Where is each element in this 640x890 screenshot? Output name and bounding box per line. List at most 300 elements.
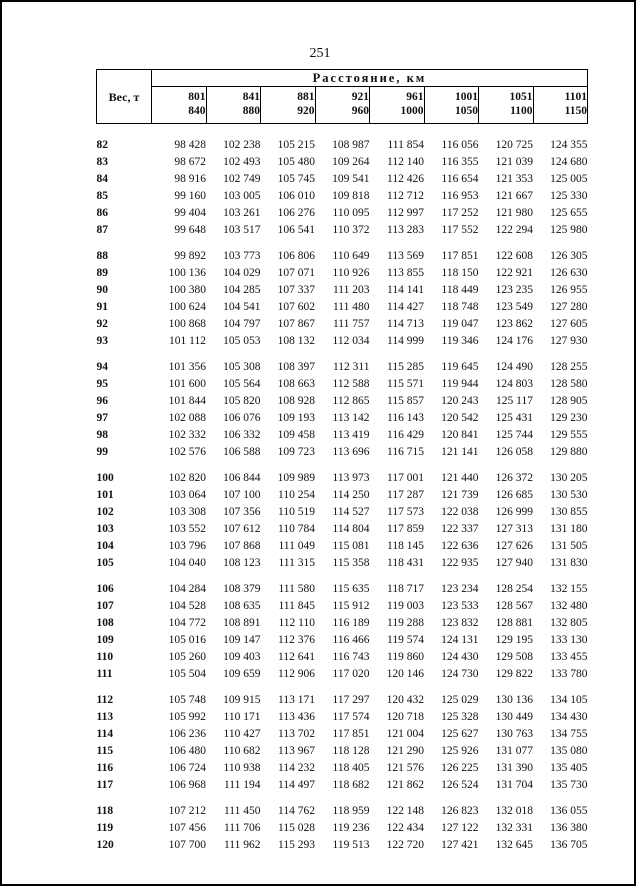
value-cell: 98 916 xyxy=(174,172,206,185)
table-row xyxy=(97,725,588,742)
value-cell: 116 189 xyxy=(332,616,370,629)
range-header-921-960 xyxy=(315,87,370,124)
range-header-801-840 xyxy=(152,87,207,124)
value-cell: 99 404 xyxy=(174,206,206,219)
value-cell: 131 704 xyxy=(495,778,533,791)
value-cell: 116 355 xyxy=(441,155,479,168)
spacer-row xyxy=(97,124,588,137)
value-cell: 124 131 xyxy=(441,633,479,646)
range-from: 881 xyxy=(297,91,315,103)
value-cell: 107 700 xyxy=(168,838,206,851)
weight-cell: 119 xyxy=(96,821,114,834)
value-cell: 132 645 xyxy=(495,838,533,851)
value-cell: 106 332 xyxy=(223,428,261,441)
table-row xyxy=(97,486,588,503)
value-cell: 119 003 xyxy=(387,599,424,612)
value-cell: 133 130 xyxy=(550,633,588,646)
value-cell: 120 146 xyxy=(386,667,424,680)
value-cell: 125 655 xyxy=(550,206,588,219)
value-cell: 119 860 xyxy=(387,650,424,663)
value-cell: 115 081 xyxy=(332,539,370,552)
value-cell: 100 868 xyxy=(168,317,206,330)
value-cell: 112 034 xyxy=(332,334,370,347)
value-cell: 126 630 xyxy=(550,266,588,279)
weight-header: Вес, т xyxy=(97,70,152,124)
range-to: 1000 xyxy=(400,105,424,117)
value-cell: 111 480 xyxy=(332,300,370,313)
value-cell: 105 820 xyxy=(223,394,261,407)
value-cell: 105 053 xyxy=(223,334,261,347)
value-cell: 105 016 xyxy=(168,633,206,646)
value-cell: 103 064 xyxy=(168,488,206,501)
value-cell: 112 376 xyxy=(278,633,315,646)
value-cell: 116 429 xyxy=(387,428,424,441)
value-cell: 106 276 xyxy=(277,206,315,219)
value-cell: 99 160 xyxy=(174,189,206,202)
table-row xyxy=(97,537,588,554)
value-cell: 106 806 xyxy=(277,249,315,262)
value-cell: 106 076 xyxy=(223,411,261,424)
value-cell: 110 784 xyxy=(278,522,315,535)
table-row xyxy=(97,281,588,298)
value-cell: 126 955 xyxy=(550,283,588,296)
range-to: 920 xyxy=(297,105,315,117)
value-cell: 113 702 xyxy=(278,727,315,740)
value-cell: 111 194 xyxy=(223,778,261,791)
table-row xyxy=(97,170,588,187)
value-cell: 113 419 xyxy=(332,428,370,441)
value-cell: 118 431 xyxy=(387,556,424,569)
value-cell: 108 123 xyxy=(223,556,261,569)
value-cell: 122 921 xyxy=(495,266,533,279)
weight-cell: 107 xyxy=(96,599,114,612)
value-cell: 132 155 xyxy=(550,582,588,595)
value-cell: 120 718 xyxy=(386,710,424,723)
value-cell: 112 140 xyxy=(387,155,424,168)
weight-cell: 94 xyxy=(96,360,108,373)
value-cell: 110 095 xyxy=(332,206,370,219)
weight-cell: 93 xyxy=(96,334,108,347)
value-cell: 107 602 xyxy=(277,300,315,313)
value-cell: 118 959 xyxy=(332,804,370,817)
weight-cell: 97 xyxy=(96,411,108,424)
weight-cell: 110 xyxy=(96,650,114,663)
value-cell: 105 992 xyxy=(168,710,206,723)
value-cell: 132 331 xyxy=(495,821,533,834)
value-cell: 114 427 xyxy=(387,300,424,313)
value-cell: 129 822 xyxy=(495,667,533,680)
value-cell: 121 980 xyxy=(495,206,533,219)
value-cell: 104 040 xyxy=(168,556,206,569)
page-number: 251 xyxy=(309,46,331,61)
value-cell: 131 180 xyxy=(550,522,588,535)
value-cell: 130 136 xyxy=(495,693,533,706)
value-cell: 108 987 xyxy=(332,138,370,151)
value-cell: 127 280 xyxy=(550,300,588,313)
value-cell: 107 212 xyxy=(168,804,206,817)
value-cell: 106 968 xyxy=(168,778,206,791)
value-cell: 117 573 xyxy=(387,505,424,518)
value-cell: 123 533 xyxy=(441,599,479,612)
value-cell: 110 649 xyxy=(332,249,370,262)
value-cell: 107 071 xyxy=(277,266,315,279)
value-cell: 107 337 xyxy=(277,283,315,296)
value-cell: 122 935 xyxy=(441,556,479,569)
value-cell: 103 517 xyxy=(223,223,261,236)
value-cell: 121 440 xyxy=(441,471,479,484)
weight-cell: 99 xyxy=(96,445,108,458)
value-cell: 101 600 xyxy=(168,377,206,390)
table-row xyxy=(97,503,588,520)
table-row xyxy=(97,469,588,486)
group-gap xyxy=(97,460,588,469)
value-cell: 103 308 xyxy=(168,505,206,518)
value-cell: 124 176 xyxy=(495,334,533,347)
value-cell: 120 432 xyxy=(386,693,424,706)
value-cell: 117 001 xyxy=(387,471,424,484)
value-cell: 108 635 xyxy=(223,599,261,612)
value-cell: 104 528 xyxy=(168,599,206,612)
value-cell: 105 504 xyxy=(168,667,206,680)
table-row xyxy=(97,264,588,281)
value-cell: 107 612 xyxy=(223,522,261,535)
weight-cell: 118 xyxy=(96,804,114,817)
value-cell: 115 285 xyxy=(387,360,424,373)
value-cell: 128 881 xyxy=(495,616,533,629)
value-cell: 132 805 xyxy=(550,616,588,629)
value-cell: 116 715 xyxy=(387,445,424,458)
value-cell: 129 230 xyxy=(550,411,588,424)
range-header-881-920 xyxy=(261,87,316,124)
value-cell: 135 080 xyxy=(550,744,588,757)
value-cell: 99 648 xyxy=(174,223,206,236)
value-cell: 121 739 xyxy=(441,488,479,501)
value-cell: 108 397 xyxy=(277,360,315,373)
value-cell: 134 105 xyxy=(550,693,588,706)
value-cell: 110 171 xyxy=(223,710,261,723)
value-cell: 128 254 xyxy=(495,582,533,595)
value-cell: 106 724 xyxy=(168,761,206,774)
table-row xyxy=(97,665,588,682)
value-cell: 103 005 xyxy=(223,189,261,202)
value-cell: 118 717 xyxy=(387,582,424,595)
value-cell: 109 723 xyxy=(277,445,315,458)
value-cell: 109 989 xyxy=(277,471,315,484)
value-cell: 106 480 xyxy=(168,744,206,757)
value-cell: 122 636 xyxy=(441,539,479,552)
table-row xyxy=(97,776,588,793)
table-row xyxy=(97,802,588,819)
group-gap xyxy=(97,238,588,247)
range-to: 1150 xyxy=(564,105,587,117)
weight-cell: 95 xyxy=(96,377,108,390)
value-cell: 113 171 xyxy=(278,693,315,706)
table-row xyxy=(97,136,588,153)
value-cell: 104 772 xyxy=(168,616,206,629)
value-cell: 118 128 xyxy=(332,744,370,757)
value-cell: 121 862 xyxy=(386,778,424,791)
value-cell: 117 851 xyxy=(332,727,370,740)
value-cell: 111 757 xyxy=(332,317,370,330)
value-cell: 113 967 xyxy=(278,744,315,757)
weight-cell: 104 xyxy=(96,539,114,552)
table-row xyxy=(97,691,588,708)
value-cell: 127 122 xyxy=(441,821,479,834)
value-cell: 106 588 xyxy=(223,445,261,458)
value-cell: 100 136 xyxy=(168,266,206,279)
value-cell: 105 215 xyxy=(277,138,315,151)
value-cell: 110 254 xyxy=(278,488,315,501)
value-cell: 119 047 xyxy=(441,317,479,330)
value-cell: 117 552 xyxy=(441,223,479,236)
value-cell: 103 261 xyxy=(223,206,261,219)
value-cell: 131 830 xyxy=(550,556,588,569)
value-cell: 129 195 xyxy=(495,633,533,646)
value-cell: 110 519 xyxy=(278,505,315,518)
value-cell: 134 755 xyxy=(550,727,588,740)
value-cell: 109 193 xyxy=(277,411,315,424)
value-cell: 107 456 xyxy=(168,821,206,834)
value-cell: 136 055 xyxy=(550,804,588,817)
weight-cell: 100 xyxy=(96,471,114,484)
value-cell: 102 238 xyxy=(223,138,261,151)
value-cell: 122 608 xyxy=(495,249,533,262)
value-cell: 110 926 xyxy=(332,266,370,279)
value-cell: 123 234 xyxy=(441,582,479,595)
value-cell: 109 403 xyxy=(223,650,261,663)
value-cell: 126 225 xyxy=(441,761,479,774)
table-row xyxy=(97,614,588,631)
value-cell: 109 264 xyxy=(332,155,370,168)
table-body xyxy=(97,124,588,854)
value-cell: 121 576 xyxy=(386,761,424,774)
value-cell: 106 236 xyxy=(168,727,206,740)
value-cell: 116 953 xyxy=(441,189,479,202)
value-cell: 101 112 xyxy=(169,334,206,347)
weight-cell: 117 xyxy=(96,778,114,791)
weight-cell: 114 xyxy=(96,727,114,740)
value-cell: 102 332 xyxy=(168,428,206,441)
value-cell: 121 290 xyxy=(386,744,424,757)
table-row xyxy=(97,443,588,460)
value-cell: 101 356 xyxy=(168,360,206,373)
value-cell: 108 928 xyxy=(277,394,315,407)
value-cell: 120 725 xyxy=(495,138,533,151)
value-cell: 117 851 xyxy=(441,249,479,262)
value-cell: 115 912 xyxy=(332,599,370,612)
value-cell: 120 542 xyxy=(441,411,479,424)
weight-cell: 113 xyxy=(96,710,114,723)
value-cell: 129 880 xyxy=(550,445,588,458)
weight-cell: 96 xyxy=(96,394,108,407)
value-cell: 116 143 xyxy=(387,411,424,424)
value-cell: 115 028 xyxy=(278,821,315,834)
range-header-1101-1150 xyxy=(533,87,588,124)
table-row xyxy=(97,580,588,597)
range-header-row xyxy=(97,87,588,124)
value-cell: 107 867 xyxy=(277,317,315,330)
weight-cell: 105 xyxy=(96,556,114,569)
value-cell: 128 567 xyxy=(495,599,533,612)
value-cell: 123 832 xyxy=(441,616,479,629)
value-cell: 119 944 xyxy=(441,377,479,390)
table-row xyxy=(97,742,588,759)
value-cell: 109 915 xyxy=(223,693,261,706)
value-cell: 121 039 xyxy=(495,155,533,168)
range-header-961-1000 xyxy=(370,87,425,124)
value-cell: 127 940 xyxy=(495,556,533,569)
distance-header: Расстояние, км xyxy=(152,70,588,87)
value-cell: 131 390 xyxy=(495,761,533,774)
value-cell: 112 588 xyxy=(332,377,370,390)
value-cell: 99 892 xyxy=(174,249,206,262)
value-cell: 104 284 xyxy=(168,582,206,595)
weight-cell: 102 xyxy=(96,505,114,518)
table-row xyxy=(97,554,588,571)
value-cell: 112 712 xyxy=(387,189,424,202)
value-cell: 118 145 xyxy=(387,539,424,552)
value-cell: 117 297 xyxy=(332,693,370,706)
value-cell: 119 346 xyxy=(441,334,479,347)
range-from: 1051 xyxy=(509,91,533,103)
value-cell: 125 926 xyxy=(441,744,479,757)
value-cell: 108 663 xyxy=(277,377,315,390)
value-cell: 125 330 xyxy=(550,189,588,202)
value-cell: 112 997 xyxy=(387,206,424,219)
range-to: 880 xyxy=(242,105,260,117)
value-cell: 132 480 xyxy=(550,599,588,612)
value-cell: 105 748 xyxy=(168,693,206,706)
value-cell: 115 635 xyxy=(332,582,370,595)
value-cell: 128 255 xyxy=(550,360,588,373)
value-cell: 129 508 xyxy=(495,650,533,663)
value-cell: 118 682 xyxy=(332,778,370,791)
value-cell: 102 820 xyxy=(168,471,206,484)
value-cell: 111 203 xyxy=(332,283,370,296)
value-cell: 121 667 xyxy=(495,189,533,202)
value-cell: 109 541 xyxy=(332,172,370,185)
weight-cell: 82 xyxy=(96,138,108,151)
value-cell: 114 141 xyxy=(387,283,424,296)
value-cell: 127 421 xyxy=(441,838,479,851)
value-cell: 116 743 xyxy=(332,650,370,663)
weight-cell: 108 xyxy=(96,616,114,629)
weight-cell: 86 xyxy=(96,206,108,219)
value-cell: 106 010 xyxy=(277,189,315,202)
weight-cell: 91 xyxy=(96,300,108,313)
value-cell: 115 857 xyxy=(387,394,424,407)
value-cell: 133 780 xyxy=(550,667,588,680)
weight-cell: 88 xyxy=(96,249,108,262)
value-cell: 111 315 xyxy=(278,556,315,569)
value-cell: 112 110 xyxy=(278,616,315,629)
value-cell: 125 005 xyxy=(550,172,588,185)
value-cell: 119 574 xyxy=(387,633,424,646)
weight-cell: 83 xyxy=(96,155,108,168)
value-cell: 109 458 xyxy=(277,428,315,441)
range-to: 840 xyxy=(188,105,206,117)
group-gap xyxy=(97,571,588,580)
value-cell: 100 380 xyxy=(168,283,206,296)
value-cell: 121 353 xyxy=(495,172,533,185)
value-cell: 116 654 xyxy=(441,172,479,185)
weight-cell: 116 xyxy=(96,761,114,774)
value-cell: 126 372 xyxy=(495,471,533,484)
value-cell: 100 624 xyxy=(168,300,206,313)
weight-cell: 98 xyxy=(96,428,108,441)
weight-cell: 120 xyxy=(96,838,114,851)
value-cell: 125 980 xyxy=(550,223,588,236)
value-cell: 110 372 xyxy=(332,223,370,236)
value-cell: 105 480 xyxy=(277,155,315,168)
value-cell: 124 490 xyxy=(495,360,533,373)
rate-table xyxy=(96,69,588,853)
value-cell: 110 682 xyxy=(223,744,261,757)
value-cell: 107 356 xyxy=(223,505,261,518)
value-cell: 114 713 xyxy=(387,317,424,330)
value-cell: 112 865 xyxy=(332,394,370,407)
value-cell: 103 552 xyxy=(168,522,206,535)
value-cell: 106 541 xyxy=(277,223,315,236)
range-from: 921 xyxy=(351,91,369,103)
table-row xyxy=(97,648,588,665)
table-row xyxy=(97,247,588,264)
value-cell: 131 077 xyxy=(495,744,533,757)
value-cell: 102 088 xyxy=(168,411,206,424)
value-cell: 114 250 xyxy=(332,488,370,501)
value-cell: 102 493 xyxy=(223,155,261,168)
table-row xyxy=(97,426,588,443)
value-cell: 129 555 xyxy=(550,428,588,441)
value-cell: 111 580 xyxy=(278,582,315,595)
range-from: 961 xyxy=(406,91,424,103)
value-cell: 126 685 xyxy=(495,488,533,501)
table-row xyxy=(97,631,588,648)
weight-cell: 92 xyxy=(96,317,108,330)
value-cell: 120 243 xyxy=(441,394,479,407)
value-cell: 122 720 xyxy=(386,838,424,851)
table-row xyxy=(97,708,588,725)
value-cell: 125 328 xyxy=(441,710,479,723)
value-cell: 114 762 xyxy=(278,804,315,817)
value-cell: 111 450 xyxy=(223,804,261,817)
value-cell: 107 868 xyxy=(223,539,261,552)
value-cell: 101 844 xyxy=(168,394,206,407)
value-cell: 118 748 xyxy=(441,300,479,313)
value-cell: 118 449 xyxy=(441,283,479,296)
value-cell: 104 541 xyxy=(223,300,261,313)
weight-cell: 112 xyxy=(96,693,114,706)
value-cell: 115 358 xyxy=(332,556,370,569)
value-cell: 124 680 xyxy=(550,155,588,168)
value-cell: 116 056 xyxy=(441,138,479,151)
value-cell: 118 150 xyxy=(441,266,479,279)
value-cell: 130 855 xyxy=(550,505,588,518)
value-cell: 113 569 xyxy=(387,249,424,262)
weight-cell: 101 xyxy=(96,488,114,501)
value-cell: 115 571 xyxy=(387,377,424,390)
value-cell: 105 745 xyxy=(277,172,315,185)
value-cell: 132 018 xyxy=(495,804,533,817)
range-from: 801 xyxy=(188,91,206,103)
weight-cell: 89 xyxy=(96,266,108,279)
value-cell: 122 148 xyxy=(386,804,424,817)
value-cell: 108 379 xyxy=(223,582,261,595)
value-cell: 127 930 xyxy=(550,334,588,347)
value-cell: 105 260 xyxy=(168,650,206,663)
table-row xyxy=(97,819,588,836)
value-cell: 102 749 xyxy=(223,172,261,185)
